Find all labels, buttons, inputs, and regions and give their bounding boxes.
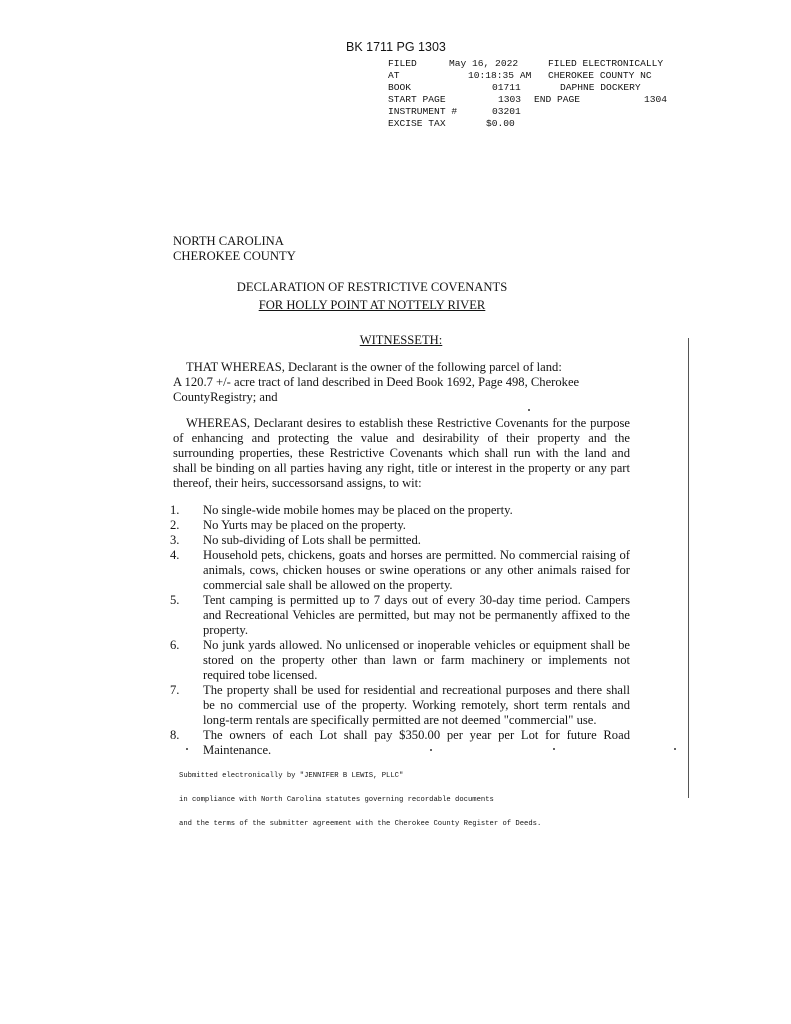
subtitle-text: FOR HOLLY POINT AT NOTTELY RIVER bbox=[258, 298, 486, 312]
state-name: NORTH CAROLINA bbox=[173, 234, 284, 248]
witnesseth-heading bbox=[0, 333, 791, 348]
register-name: DAPHNE DOCKERY bbox=[560, 82, 641, 93]
parcel-line-1: THAT WHEREAS, Declarant is the owner of the following parcel of land: bbox=[186, 360, 562, 374]
item-text: No single-wide mobile homes may be placed on the property. bbox=[203, 503, 513, 517]
list-item bbox=[170, 503, 630, 518]
county-stamp: CHEROKEE COUNTY NC bbox=[548, 70, 652, 81]
item-number: 8. bbox=[170, 728, 180, 742]
list-item bbox=[170, 638, 630, 683]
at-time: 10:18:35 AM bbox=[468, 70, 532, 81]
start-page-label: START PAGE bbox=[388, 94, 446, 105]
end-page-value: 1304 bbox=[644, 94, 668, 105]
list-item bbox=[170, 518, 630, 533]
submission-footer bbox=[179, 756, 541, 836]
jurisdiction-block bbox=[173, 234, 296, 264]
list-item bbox=[170, 593, 630, 638]
at-label: AT bbox=[388, 70, 400, 81]
document-subtitle bbox=[0, 298, 744, 313]
book-value: 01711 bbox=[492, 82, 521, 93]
footer-line-3: and the terms of the submitter agreement with the Cherokee County Register of Deeds. bbox=[179, 820, 542, 828]
start-page-value: 1303 bbox=[498, 94, 522, 105]
instrument-value: 03201 bbox=[492, 106, 521, 117]
parcel-paragraph bbox=[173, 360, 633, 405]
parcel-line-2: A 120.7 +/- acre tract of land described in Deed Book 1692, Page 498, Cherokee CountyRegistry; and bbox=[173, 375, 580, 404]
excise-value: $0.00 bbox=[486, 118, 515, 129]
scan-speck bbox=[186, 748, 188, 750]
list-item bbox=[170, 683, 630, 728]
scan-speck bbox=[674, 748, 676, 750]
list-item bbox=[170, 548, 630, 593]
scan-speck bbox=[553, 748, 555, 750]
item-number: 3. bbox=[170, 533, 180, 547]
filed-label: FILED bbox=[388, 58, 417, 69]
item-number: 2. bbox=[170, 518, 180, 532]
purpose-paragraph: WHEREAS, Declarant desires to establish these Restrictive Covenants for the purpose of enhancing and protecting the value and desirability of their property and the surrounding properties, these Restrictive Covenants which shall run with the land and shall be binding on all parties having any right, title or interest in the property or any part thereof, their heirs, successorsand assigns, to wit: bbox=[173, 416, 630, 490]
scan-edge-line bbox=[688, 338, 689, 798]
item-text: Tent camping is permitted up to 7 days out of every 30-day time period. Campers and Recreational Vehicles are permitted, but may not be permanently affixed to the property. bbox=[203, 593, 630, 637]
covenant-list bbox=[170, 503, 630, 758]
item-text: No sub-dividing of Lots shall be permitted. bbox=[203, 533, 421, 547]
scan-speck bbox=[430, 749, 432, 751]
county-name: CHEROKEE COUNTY bbox=[173, 249, 296, 263]
list-item bbox=[170, 728, 630, 758]
item-number: 1. bbox=[170, 503, 180, 517]
filing-stamp bbox=[388, 58, 673, 130]
footer-line-2: in compliance with North Carolina statutes governing recordable documents bbox=[179, 796, 494, 804]
instrument-label: INSTRUMENT # bbox=[388, 106, 458, 117]
item-number: 6. bbox=[170, 638, 180, 652]
list-item bbox=[170, 533, 630, 548]
book-label: BOOK bbox=[388, 82, 412, 93]
document-title: DECLARATION OF RESTRICTIVE COVENANTS bbox=[236, 280, 508, 294]
item-text: The owners of each Lot shall pay $350.00 per year per Lot for future Road Maintenance. bbox=[203, 728, 630, 757]
book-page-header: BK 1711 PG 1303 bbox=[346, 40, 446, 54]
item-text: The property shall be used for residential and recreational purposes and there shall be no commercial use of the property. Working remotely, short term rentals and long-term rentals are specifically permitted are not deemed "commercial" use. bbox=[203, 683, 630, 727]
item-number: 4. bbox=[170, 548, 180, 562]
end-page-label: END PAGE bbox=[534, 94, 581, 105]
item-text: No Yurts may be placed on the property. bbox=[203, 518, 406, 532]
filed-method: FILED ELECTRONICALLY bbox=[548, 58, 664, 69]
footer-line-1: Submitted electronically by "JENNIFER B LEWIS, PLLC" bbox=[179, 772, 404, 780]
item-text: Household pets, chickens, goats and horses are permitted. No commercial raising of animals, cows, chicken houses or swine operations or any other animals raised for commercial sale shall be allowed on the property. bbox=[203, 548, 630, 592]
excise-label: EXCISE TAX bbox=[388, 118, 446, 129]
item-text: No junk yards allowed. No unlicensed or inoperable vehicles or equipment shall be stored on the property other than lawn or farm machinery or implements not required tobe licensed. bbox=[203, 638, 630, 682]
witnesseth-text: WITNESSETH: bbox=[359, 333, 443, 347]
item-number: 7. bbox=[170, 683, 180, 697]
filed-date: May 16, 2022 bbox=[449, 58, 519, 69]
scan-speck bbox=[528, 409, 530, 411]
item-number: 5. bbox=[170, 593, 180, 607]
